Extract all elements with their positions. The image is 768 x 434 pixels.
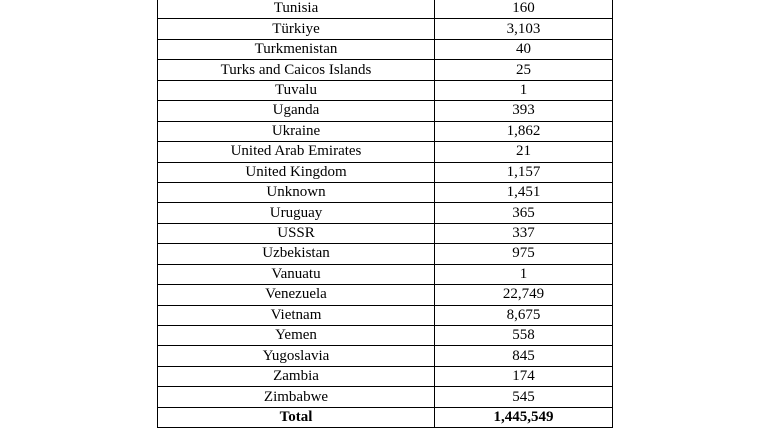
country-cell: Tuvalu xyxy=(158,80,435,100)
country-cell: Ukraine xyxy=(158,121,435,141)
count-cell: 1 xyxy=(435,80,613,100)
count-cell: 8,675 xyxy=(435,305,613,325)
count-cell: 3,103 xyxy=(435,19,613,39)
country-cell: Zambia xyxy=(158,366,435,386)
table-row xyxy=(158,387,613,407)
count-cell: 22,749 xyxy=(435,285,613,305)
table-row xyxy=(158,80,613,100)
table-row xyxy=(158,162,613,182)
table-row xyxy=(158,285,613,305)
table-row xyxy=(158,121,613,141)
table-row xyxy=(158,60,613,80)
table-row xyxy=(158,142,613,162)
table-row xyxy=(158,0,613,19)
count-cell: 1,862 xyxy=(435,121,613,141)
table-row xyxy=(158,366,613,386)
country-cell: Turkmenistan xyxy=(158,39,435,59)
total-count: 1,445,549 xyxy=(435,407,613,427)
table-row xyxy=(158,182,613,202)
country-cell: Zimbabwe xyxy=(158,387,435,407)
count-cell: 365 xyxy=(435,203,613,223)
table-row xyxy=(158,326,613,346)
table-row xyxy=(158,305,613,325)
count-cell: 845 xyxy=(435,346,613,366)
table-row xyxy=(158,223,613,243)
country-cell: United Kingdom xyxy=(158,162,435,182)
count-cell: 21 xyxy=(435,142,613,162)
country-cell: Uganda xyxy=(158,101,435,121)
count-cell: 1,157 xyxy=(435,162,613,182)
country-cell: Vanuatu xyxy=(158,264,435,284)
country-cell: Turks and Caicos Islands xyxy=(158,60,435,80)
country-cell: USSR xyxy=(158,223,435,243)
count-cell: 975 xyxy=(435,244,613,264)
table-row xyxy=(158,244,613,264)
country-count-table xyxy=(157,0,613,428)
count-cell: 558 xyxy=(435,326,613,346)
country-cell: Venezuela xyxy=(158,285,435,305)
table-row xyxy=(158,203,613,223)
country-cell: Uzbekistan xyxy=(158,244,435,264)
count-cell: 174 xyxy=(435,366,613,386)
table-row xyxy=(158,264,613,284)
country-cell: Yemen xyxy=(158,326,435,346)
count-cell: 1 xyxy=(435,264,613,284)
total-row xyxy=(158,407,613,427)
country-cell: United Arab Emirates xyxy=(158,142,435,162)
country-cell: Uruguay xyxy=(158,203,435,223)
table-row xyxy=(158,346,613,366)
count-cell: 160 xyxy=(435,0,613,19)
total-label: Total xyxy=(158,407,435,427)
table-row xyxy=(158,101,613,121)
country-cell: Yugoslavia xyxy=(158,346,435,366)
table-row xyxy=(158,39,613,59)
count-cell: 337 xyxy=(435,223,613,243)
count-cell: 1,451 xyxy=(435,182,613,202)
country-cell: Tunisia xyxy=(158,0,435,19)
count-cell: 25 xyxy=(435,60,613,80)
count-cell: 40 xyxy=(435,39,613,59)
country-cell: Unknown xyxy=(158,182,435,202)
count-cell: 393 xyxy=(435,101,613,121)
country-cell: Vietnam xyxy=(158,305,435,325)
table-row xyxy=(158,19,613,39)
country-cell: Türkiye xyxy=(158,19,435,39)
count-cell: 545 xyxy=(435,387,613,407)
